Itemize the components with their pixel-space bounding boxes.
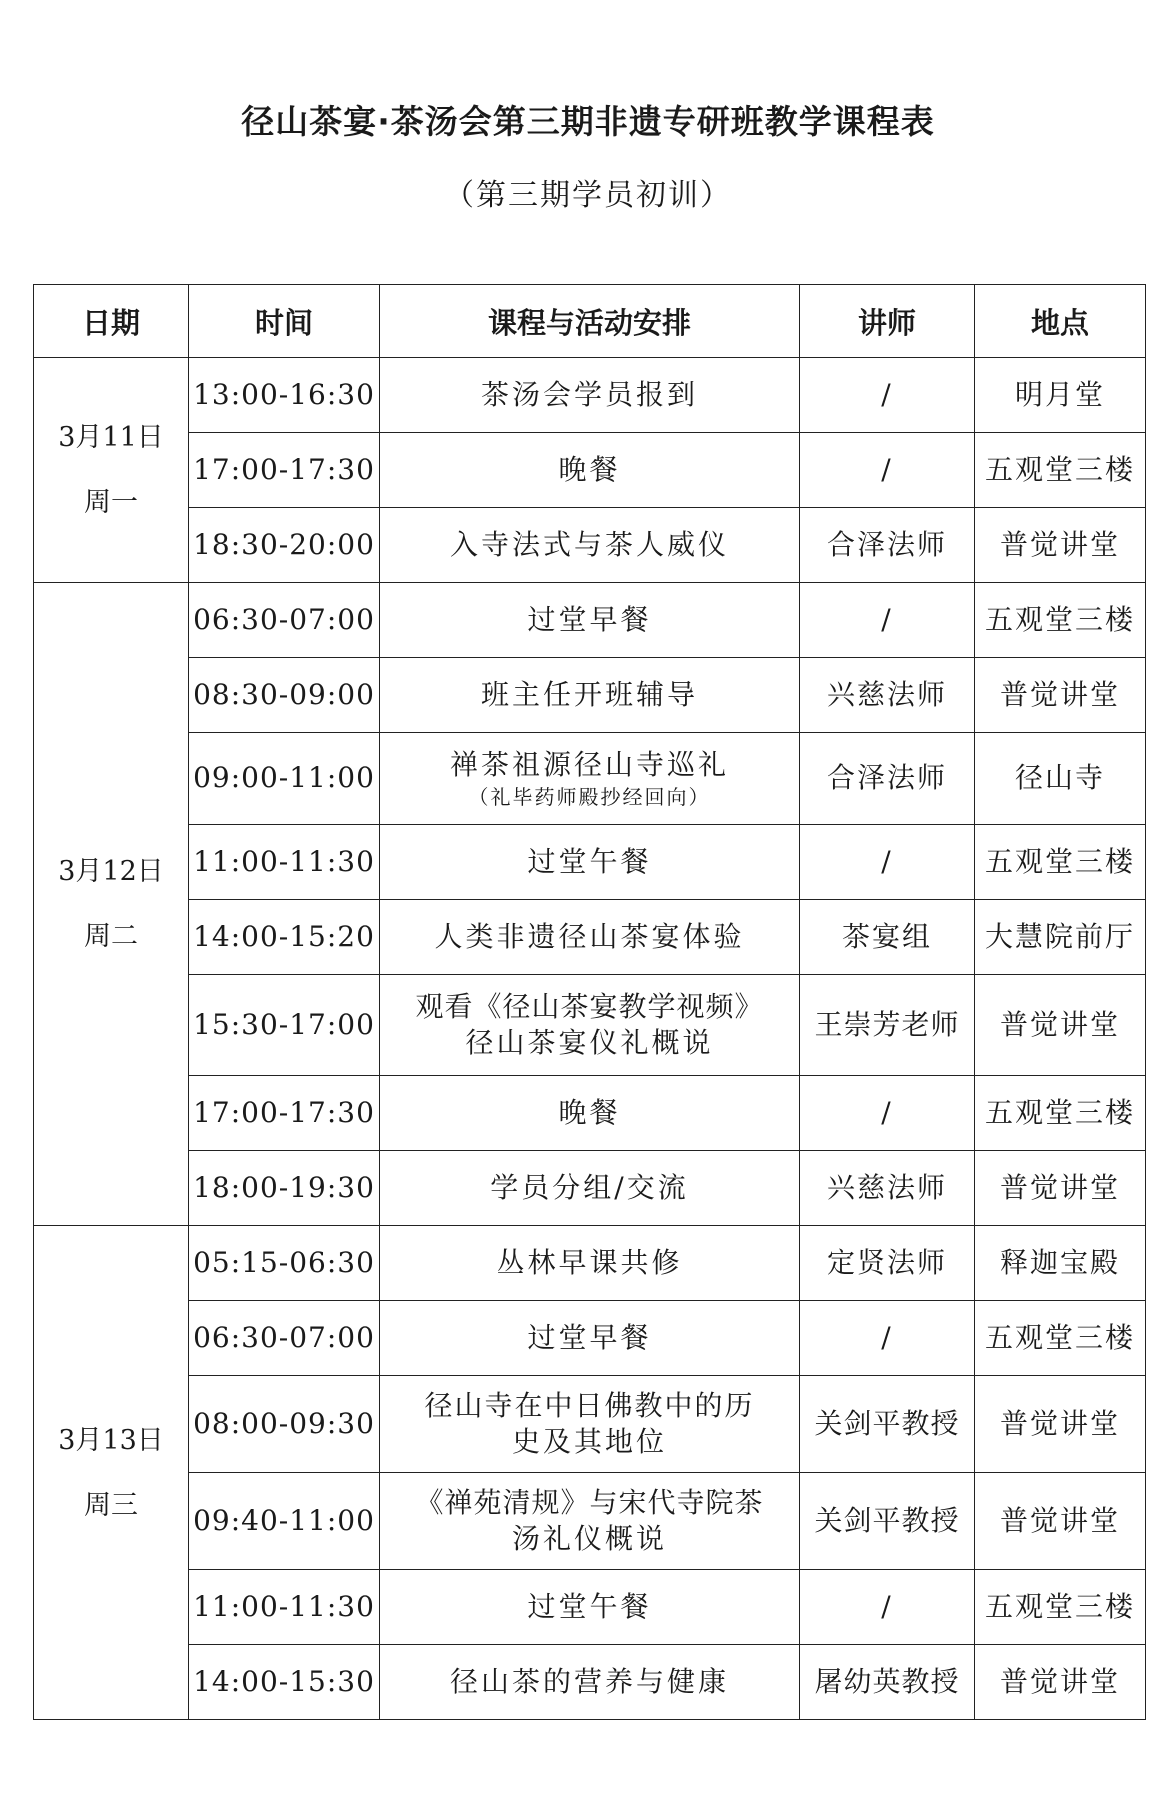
course-cell: 过堂早餐 [380,583,800,658]
course-cell: 人类非遗径山茶宴体验 [380,900,800,975]
course-cell: 晚餐 [380,1076,800,1151]
date-cell [34,1226,189,1720]
course-cell [380,1376,800,1473]
date-cell [34,358,189,583]
course-cell: 过堂午餐 [380,1570,800,1645]
teacher-cell: 王崇芳老师 [800,975,975,1076]
weekday-label: 周二 [84,921,138,952]
place-cell: 五观堂三楼 [975,1570,1146,1645]
table-row [34,1301,1146,1376]
course-text: 禅茶祖源径山寺巡礼 [449,748,729,782]
time-cell: 11:00-11:30 [189,1570,380,1645]
time-cell: 17:00-17:30 [189,433,380,508]
table-row [34,1473,1146,1570]
place-cell: 五观堂三楼 [975,433,1146,508]
course-cell: 径山茶的营养与健康 [380,1645,800,1720]
teacher-cell: / [800,583,975,658]
header-date: 日期 [34,285,189,358]
time-cell: 17:00-17:30 [189,1076,380,1151]
header-place: 地点 [975,285,1146,358]
teacher-cell: 合泽法师 [800,508,975,583]
table-row [34,733,1146,825]
course-text-line-2: 汤礼仪概说 [511,1522,667,1555]
table-row [34,1226,1146,1301]
page-title: 径山茶宴·茶汤会第三期非遗专研班教学课程表 [241,102,935,141]
teacher-cell: / [800,1570,975,1645]
table-row [34,583,1146,658]
date-label: 3月12日 [58,856,164,887]
weekday-label: 周一 [84,487,138,518]
teacher-cell: / [800,1301,975,1376]
teacher-cell: 关剑平教授 [800,1376,975,1473]
time-cell: 06:30-07:00 [189,583,380,658]
place-cell: 普觉讲堂 [975,508,1146,583]
course-cell [380,1473,800,1570]
teacher-cell: 兴慈法师 [800,1151,975,1226]
time-cell: 13:00-16:30 [189,358,380,433]
course-cell: 过堂午餐 [380,825,800,900]
place-cell: 释迦宝殿 [975,1226,1146,1301]
time-cell: 06:30-07:00 [189,1301,380,1376]
table-row [34,1376,1146,1473]
table-row [34,975,1146,1076]
date-cell [34,583,189,1226]
date-label: 3月11日 [58,422,164,453]
time-cell: 18:30-20:00 [189,508,380,583]
course-text-line-2: 径山茶宴仪礼概说 [465,1026,714,1059]
table-row [34,508,1146,583]
course-cell: 晚餐 [380,433,800,508]
place-cell: 明月堂 [975,358,1146,433]
course-cell: 入寺法式与茶人威仪 [380,508,800,583]
teacher-cell: / [800,433,975,508]
table-row [34,1570,1146,1645]
table-row [34,1645,1146,1720]
place-cell: 普觉讲堂 [975,1473,1146,1570]
table-row [34,1076,1146,1151]
place-cell: 普觉讲堂 [975,1645,1146,1720]
place-cell: 普觉讲堂 [975,658,1146,733]
course-cell: 过堂早餐 [380,1301,800,1376]
place-cell: 普觉讲堂 [975,1151,1146,1226]
place-cell: 五观堂三楼 [975,1301,1146,1376]
table-row [34,358,1146,433]
table-row [34,433,1146,508]
course-text: 《禅苑清规》与宋代寺院茶 [415,1485,764,1519]
teacher-cell: 兴慈法师 [800,658,975,733]
teacher-cell: 茶宴组 [800,900,975,975]
time-cell: 11:00-11:30 [189,825,380,900]
place-cell: 五观堂三楼 [975,1076,1146,1151]
course-cell [380,975,800,1076]
place-cell: 大慧院前厅 [975,900,1146,975]
header-time: 时间 [189,285,380,358]
date-label: 3月13日 [58,1424,164,1456]
schedule-table [33,284,1146,1720]
time-cell: 18:00-19:30 [189,1151,380,1226]
course-cell: 班主任开班辅导 [380,658,800,733]
place-cell: 五观堂三楼 [975,825,1146,900]
time-cell: 05:15-06:30 [189,1226,380,1301]
page-subtitle: （第三期学员初训） [444,178,732,213]
table-row [34,825,1146,900]
place-cell: 普觉讲堂 [975,1376,1146,1473]
place-cell: 五观堂三楼 [975,583,1146,658]
time-cell: 14:00-15:30 [189,1645,380,1720]
time-cell: 14:00-15:20 [189,900,380,975]
course-cell: 学员分组/交流 [380,1151,800,1226]
teacher-cell: / [800,1076,975,1151]
time-cell: 09:00-11:00 [189,733,380,825]
course-cell: 丛林早课共修 [380,1226,800,1301]
table-row [34,658,1146,733]
header-teacher: 讲师 [800,285,975,358]
course-text: 径山寺在中日佛教中的历 [424,1388,755,1422]
course-text-line-2: 史及其地位 [511,1425,667,1458]
teacher-cell: 合泽法师 [800,733,975,825]
time-cell: 08:00-09:30 [189,1376,380,1473]
teacher-cell: / [800,825,975,900]
teacher-cell: 定贤法师 [800,1226,975,1301]
time-cell: 08:30-09:00 [189,658,380,733]
place-cell: 普觉讲堂 [975,975,1146,1076]
weekday-label: 周三 [84,1489,138,1521]
table-row [34,1151,1146,1226]
course-cell: 茶汤会学员报到 [380,358,800,433]
teacher-cell: 屠幼英教授 [800,1645,975,1720]
course-text: 观看《径山茶宴教学视频》 [415,989,764,1023]
time-cell: 09:40-11:00 [189,1473,380,1570]
course-note: （礼毕药师殿抄经回向） [468,784,711,809]
teacher-cell: / [800,358,975,433]
header-row [34,285,1146,358]
teacher-cell: 关剑平教授 [800,1473,975,1570]
table-row [34,900,1146,975]
course-cell [380,733,800,825]
time-cell: 15:30-17:00 [189,975,380,1076]
header-course: 课程与活动安排 [380,285,800,358]
place-cell: 径山寺 [975,733,1146,825]
